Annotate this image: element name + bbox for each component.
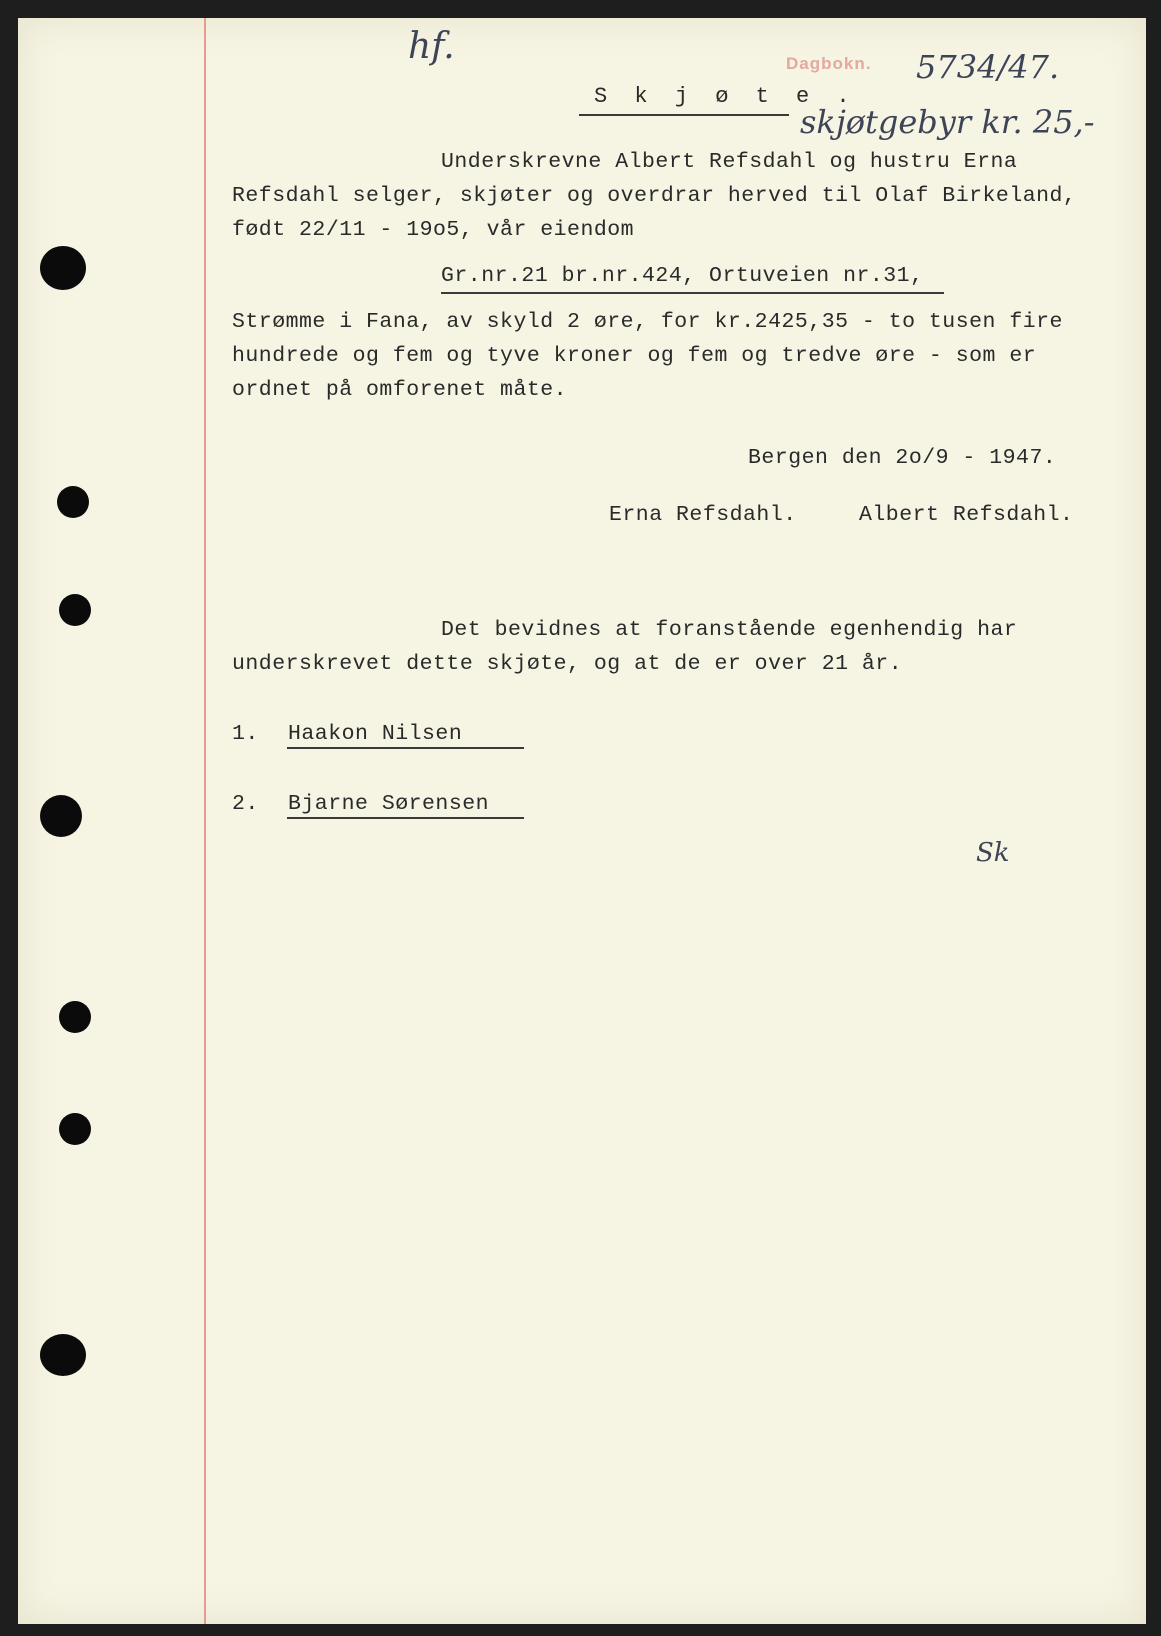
witness-number: 2.: [232, 792, 259, 816]
margin-initials: Sk: [976, 838, 1010, 868]
property-designation: Gr.nr.21 br.nr.424, Ortuveien nr.31,: [441, 264, 924, 288]
document-title: S k j ø t e .: [594, 84, 857, 109]
binder-hole: [59, 1001, 91, 1033]
document-page: [18, 18, 1146, 1624]
title-underline: [579, 114, 789, 116]
registry-stamp: Dagbokn.: [786, 54, 872, 73]
fee-note: skjøtgebyr kr. 25,-: [800, 103, 1095, 141]
place-date: Bergen den 2o/9 - 1947.: [748, 446, 1057, 470]
seller-signature: Erna Refsdahl.: [609, 503, 797, 527]
body-line: ordnet på omforenet måte.: [232, 378, 568, 402]
binder-hole: [57, 486, 89, 518]
binder-hole: [40, 1334, 86, 1376]
witness-name: Haakon Nilsen: [288, 722, 463, 746]
body-line: hundrede og fem og tyve kroner og fem og tredve øre - som er: [232, 344, 1037, 368]
handwritten-initials: hf.: [408, 26, 455, 67]
binder-hole: [40, 795, 82, 837]
binder-hole: [59, 1113, 91, 1145]
body-line: Strømme i Fana, av skyld 2 øre, for kr.2425,35 - to tusen fire: [232, 310, 1063, 334]
red-margin-line: [204, 18, 206, 1624]
journal-number: 5734/47.: [916, 48, 1060, 86]
seller-signature: Albert Refsdahl.: [859, 503, 1074, 527]
witness-underline: [287, 817, 524, 819]
property-underline: [441, 292, 944, 294]
attestation-line: Det bevidnes at foranstående egenhendig har: [441, 618, 1018, 642]
witness-number: 1.: [232, 722, 259, 746]
body-line: født 22/11 - 19o5, vår eiendom: [232, 218, 635, 242]
witness-underline: [287, 747, 524, 749]
body-line: Refsdahl selger, skjøter og overdrar herved til Olaf Birkeland,: [232, 184, 1077, 208]
attestation-line: underskrevet dette skjøte, og at de er over 21 år.: [232, 652, 903, 676]
binder-hole: [40, 246, 86, 290]
body-line: Underskrevne Albert Refsdahl og hustru Erna: [441, 150, 1018, 174]
witness-name: Bjarne Sørensen: [288, 792, 490, 816]
binder-hole: [59, 594, 91, 626]
